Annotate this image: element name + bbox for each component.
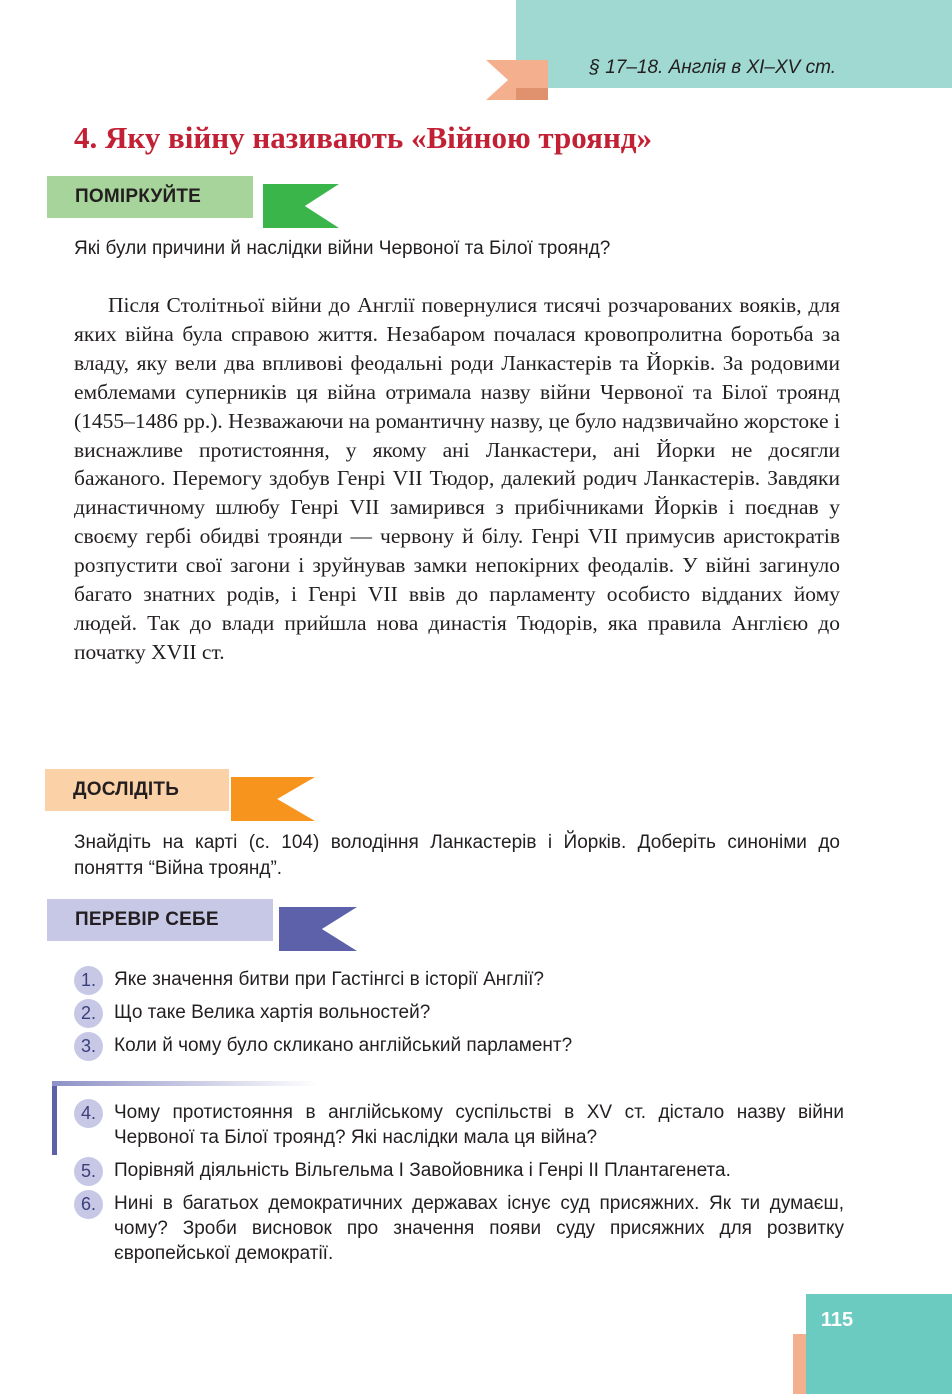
ribbon-tail: [279, 907, 357, 951]
question-item: [74, 1158, 844, 1183]
question-number-badge: 3.: [74, 1032, 103, 1061]
question-item: [74, 1191, 844, 1266]
question-number-badge: 1.: [74, 966, 103, 995]
section-title: 4. Яку війну називають «Війною троянд»: [74, 120, 652, 155]
advanced-questions-list: [74, 1100, 844, 1274]
research-label: ДОСЛІДІТЬ: [45, 769, 229, 811]
question-item: [74, 1100, 844, 1150]
header-ribbon-fold: [516, 88, 548, 100]
research-task: Знайдіть на карті (с. 104) володіння Ланкастерів і Йорків. Доберіть синоніми до поняття “Війна троянд”.: [74, 832, 840, 879]
question-item: [74, 967, 844, 992]
question-text: Що таке Велика хартія вольностей?: [114, 1002, 431, 1023]
running-header: § 17–18. Англія в XI–XV ст.: [589, 57, 836, 78]
advanced-questions-marker: [52, 1081, 57, 1155]
question-item: [74, 1033, 844, 1058]
advanced-questions-divider: [52, 1081, 318, 1086]
question-number-badge: 4.: [74, 1099, 103, 1128]
think-question: Які були причини й наслідки війни Червоної та Білої троянд?: [74, 238, 611, 259]
main-paragraph: Після Столітньої війни до Англії повернулися тисячі розчарованих вояків, для яких війна була справою життя. Незабаром почалася кровопролитна боротьба за владу, яку вели два впливові феодальні роди Ланкастерів та Йорків. За родовими емблемами суперників ця війна отримала назву війни Червоної та Білої троянд (1455–1486 рр.). Незважаючи на романтичну назву, це було надзвичайно жорстоке і виснажливе протистояння, у якому ані Ланкастери, ані Йорки не досягли бажаного. Перемогу здобув Генрі VII Тюдор, далекий родич Ланкастерів. Завдяки династичному шлюбу Генрі VII замирився з прибічниками Йорків і поєднав у своєму гербі обидві троянди — червону й білу. Генрі VII примусив аристократів розпустити свої загони і зруйнував замки непокірних феодалів. У війні загинуло багато знатних родів, і Генрі VII ввів до парламенту особисто відданих йому людей. Так до влади прийшла нова династія Тюдорів, яка правила Англією до початку XVII ст.: [74, 293, 840, 664]
basic-questions-list: [74, 967, 844, 1066]
ribbon-tail: [231, 777, 315, 821]
question-number-badge: 5.: [74, 1157, 103, 1186]
check-label: ПЕРЕВІР СЕБЕ: [47, 899, 273, 941]
think-label: ПОМІРКУЙТЕ: [47, 176, 253, 218]
question-number-badge: 2.: [74, 999, 103, 1028]
ribbon-tail: [263, 184, 339, 228]
page-number: 115: [820, 1309, 854, 1331]
page-number-accent: [793, 1334, 806, 1394]
question-item: [74, 1000, 844, 1025]
question-number-badge: 6.: [74, 1190, 103, 1219]
question-text: Коли й чому було скликано англійський парламент?: [114, 1035, 573, 1056]
question-text: Чому протистояння в англійському суспільстві в XV ст. дістало назву війни Червоної та Білої троянд? Які наслідки мала ця війна?: [114, 1102, 844, 1148]
question-text: Нині в багатьох демократичних державах існує суд присяжних. Як ти думаєш, чому? Зроби висновок про значення появи суду присяжних для розвитку європейської демократії.: [114, 1193, 844, 1264]
question-text: Порівняй діяльність Вільгельма І Завойовника і Генрі ІІ Плантагенета.: [114, 1160, 731, 1181]
question-text: Яке значення битви при Гастінгсі в історії Англії?: [114, 969, 544, 990]
